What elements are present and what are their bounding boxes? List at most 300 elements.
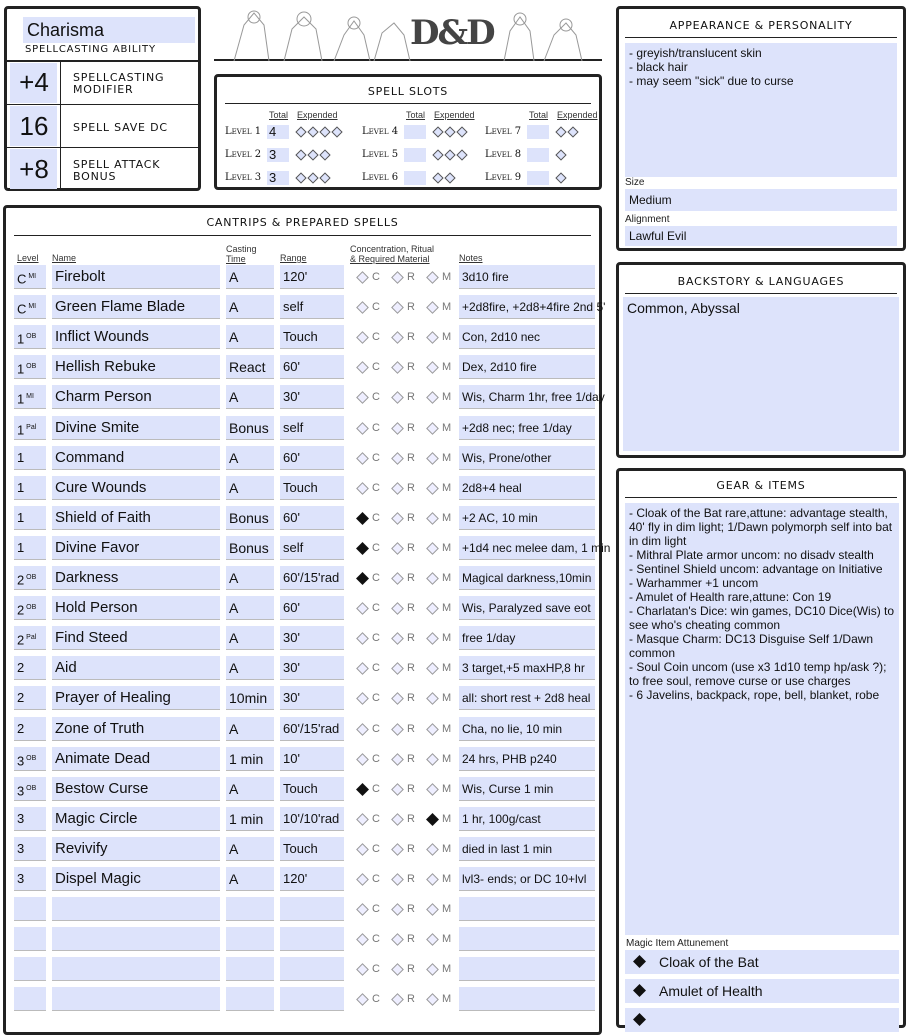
ritual-label: R (407, 482, 415, 494)
material-label: M (442, 542, 452, 554)
spell-level-field[interactable]: 1 $^{OB}$ (14, 355, 46, 379)
spell-range-field[interactable]: 30' (280, 385, 344, 409)
spell-casting-time-field[interactable]: A (226, 446, 274, 470)
spell-range-field[interactable]: self (280, 416, 344, 440)
gear-item: - 6 Javelins, backpack, rope, bell, blanket, robe (629, 688, 880, 702)
spell-casting-time-field[interactable]: A (226, 777, 274, 801)
spellcasting-modifier-value[interactable]: +4 (19, 67, 49, 97)
spell-level-field[interactable]: 2 (14, 686, 46, 710)
spell-name-field[interactable]: Dispel Magic (52, 867, 220, 891)
spell-notes-field[interactable]: Wis, Curse 1 min (459, 777, 595, 801)
col-crm-header: Concentration, Ritual & Required Material (350, 244, 435, 264)
concentration-checkbox[interactable] (356, 542, 369, 555)
attunement-diamond-icon (633, 984, 646, 997)
spell-range-field[interactable]: 60' (280, 596, 344, 620)
spell-casting-time-field[interactable]: Bonus (226, 536, 274, 560)
ritual-label: R (407, 723, 415, 735)
ritual-checkbox[interactable] (391, 963, 404, 976)
spell-name-field[interactable]: Prayer of Healing (52, 686, 220, 710)
spell-level-field[interactable]: 1 (14, 506, 46, 530)
spell-notes-field[interactable] (459, 927, 595, 951)
spell-range-field[interactable]: 60' (280, 446, 344, 470)
spells-panel (3, 205, 611, 1035)
ability-label: SPELLCASTING ABILITY (25, 44, 156, 55)
spell-level-field[interactable]: 2 $^{OB}$ (14, 566, 46, 590)
slot-expended-checkbox[interactable] (456, 126, 467, 137)
spell-level-field[interactable]: C $^{MI}$ (14, 265, 46, 289)
material-checkbox[interactable] (426, 602, 439, 615)
slot-expended-checkbox[interactable] (319, 126, 330, 137)
ability-field[interactable]: Charisma (23, 17, 195, 43)
material-checkbox[interactable] (426, 993, 439, 1006)
spell-range-field[interactable] (280, 957, 344, 981)
spell-source-tag: MI (24, 393, 34, 400)
spell-level-field[interactable]: 1 (14, 476, 46, 500)
gear-item: - Masque Charm: DC13 Disguise Self 1/Dawn common (629, 632, 874, 660)
material-checkbox[interactable] (426, 422, 439, 435)
spell-casting-time-field[interactable] (226, 987, 274, 1011)
material-label: M (442, 482, 452, 494)
concentration-checkbox[interactable] (356, 602, 369, 615)
material-checkbox[interactable] (426, 783, 439, 796)
concentration-label: C (372, 993, 380, 1005)
ritual-checkbox[interactable] (391, 813, 404, 826)
spell-source-tag: OB (24, 755, 37, 762)
spell-notes-field[interactable]: +2 AC, 10 min (459, 506, 595, 530)
slot-level-label: Level 1 (225, 126, 262, 137)
backstory-text[interactable]: Common, Abyssal (623, 297, 899, 451)
spell-notes-field[interactable] (459, 957, 595, 981)
slot-total-field[interactable] (527, 125, 549, 139)
spell-name-field[interactable]: Zone of Truth (52, 717, 220, 741)
spell-range-field[interactable]: 30' (280, 686, 344, 710)
material-checkbox[interactable] (426, 873, 439, 886)
attunement-slot[interactable] (625, 1008, 899, 1032)
slot-expended-checkbox[interactable] (295, 172, 306, 183)
ritual-checkbox[interactable] (391, 873, 404, 886)
concentration-checkbox[interactable] (356, 903, 369, 916)
slot-expended-checkbox[interactable] (444, 149, 455, 160)
ritual-label: R (407, 662, 415, 674)
spell-range-field[interactable]: Touch (280, 476, 344, 500)
slot-total-field[interactable] (404, 125, 426, 139)
concentration-label: C (372, 422, 380, 434)
slot-level-label: Level 5 (362, 149, 399, 160)
spell-range-field[interactable]: 60'/15'rad (280, 717, 344, 741)
spell-notes-field[interactable]: Wis, Prone/other (459, 446, 595, 470)
spell-attack-label: SPELL ATTACK BONUS (73, 158, 161, 183)
spell-casting-time-field[interactable]: A (226, 566, 274, 590)
spell-casting-time-field[interactable] (226, 897, 274, 921)
spell-notes-field[interactable] (459, 897, 595, 921)
spell-notes-field[interactable]: all: short rest + 2d8 heal (459, 686, 595, 710)
slot-expended-checkbox[interactable] (319, 172, 330, 183)
material-checkbox[interactable] (426, 662, 439, 675)
slot-total-field[interactable] (404, 171, 426, 185)
slot-expended-checkbox[interactable] (456, 149, 467, 160)
spell-casting-time-field[interactable]: React (226, 355, 274, 379)
slot-expended-checkbox[interactable] (319, 149, 330, 160)
spell-name-field[interactable] (52, 957, 220, 981)
slot-expended-checkbox[interactable] (295, 126, 306, 137)
spell-range-field[interactable]: self (280, 295, 344, 319)
ritual-checkbox[interactable] (391, 572, 404, 585)
slot-expended-checkbox[interactable] (555, 149, 566, 160)
spell-casting-time-field[interactable]: A (226, 596, 274, 620)
spell-casting-time-field[interactable]: A (226, 626, 274, 650)
ritual-checkbox[interactable] (391, 692, 404, 705)
spell-casting-time-field[interactable]: Bonus (226, 416, 274, 440)
slot-total-field[interactable] (527, 171, 549, 185)
ritual-label: R (407, 903, 415, 915)
spell-casting-time-field[interactable]: 1 min (226, 807, 274, 831)
spell-notes-field[interactable]: lvl3- ends; or DC 10+lvl (459, 867, 595, 891)
concentration-label: C (372, 632, 380, 644)
spell-name-field[interactable]: Divine Smite (52, 416, 220, 440)
spell-range-field[interactable]: 120' (280, 867, 344, 891)
attunement-item-name: Cloak of the Bat (659, 954, 759, 970)
spell-range-field[interactable] (280, 927, 344, 951)
spell-casting-time-field[interactable] (226, 927, 274, 951)
spell-name-field[interactable]: Hellish Rebuke (52, 355, 220, 379)
spell-level-field[interactable]: 3 (14, 807, 46, 831)
spell-notes-field[interactable]: Magical darkness,10min (459, 566, 595, 590)
ritual-label: R (407, 602, 415, 614)
material-checkbox[interactable] (426, 512, 439, 525)
gear-list[interactable] (625, 503, 899, 935)
spell-casting-time-field[interactable]: A (226, 717, 274, 741)
ritual-checkbox[interactable] (391, 903, 404, 916)
material-checkbox[interactable] (426, 572, 439, 585)
spell-name-field[interactable]: Magic Circle (52, 807, 220, 831)
spell-notes-field[interactable]: Dex, 2d10 fire (459, 355, 595, 379)
slot-expended-checkbox[interactable] (555, 126, 566, 137)
ritual-label: R (407, 542, 415, 554)
concentration-checkbox[interactable] (356, 723, 369, 736)
spell-name-field[interactable]: Divine Favor (52, 536, 220, 560)
alignment-field[interactable]: Lawful Evil (625, 226, 897, 246)
concentration-checkbox[interactable] (356, 422, 369, 435)
spell-notes-field[interactable]: died in last 1 min (459, 837, 595, 861)
spell-name-field[interactable]: Green Flame Blade (52, 295, 220, 319)
ritual-checkbox[interactable] (391, 331, 404, 344)
slot-expended-checkbox[interactable] (555, 172, 566, 183)
material-label: M (442, 512, 452, 524)
spell-range-field[interactable] (280, 897, 344, 921)
material-checkbox[interactable] (426, 843, 439, 856)
spell-level-field[interactable]: C $^{MI}$ (14, 295, 46, 319)
appearance-title: APPEARANCE & PERSONALITY (669, 19, 853, 32)
concentration-checkbox[interactable] (356, 963, 369, 976)
size-field[interactable]: Medium (625, 189, 897, 211)
ritual-checkbox[interactable] (391, 843, 404, 856)
appearance-text[interactable]: - greyish/translucent skin - black hair - may seem "sick" due to curse (625, 43, 897, 177)
spell-range-field[interactable]: 30' (280, 656, 344, 680)
ritual-checkbox[interactable] (391, 482, 404, 495)
ritual-checkbox[interactable] (391, 602, 404, 615)
ritual-checkbox[interactable] (391, 933, 404, 946)
slot-total-field[interactable]: 3 (267, 171, 289, 185)
concentration-checkbox[interactable] (356, 662, 369, 675)
spell-attack-value[interactable]: +8 (19, 154, 49, 184)
material-checkbox[interactable] (426, 692, 439, 705)
concentration-checkbox[interactable] (356, 572, 369, 585)
material-checkbox[interactable] (426, 753, 439, 766)
concentration-label: C (372, 301, 380, 313)
spell-range-field[interactable]: 60' (280, 506, 344, 530)
material-checkbox[interactable] (426, 632, 439, 645)
spell-name-field[interactable]: Bestow Curse (52, 777, 220, 801)
spell-notes-field[interactable]: +2d8 nec; free 1/day (459, 416, 595, 440)
spell-name-field[interactable]: Inflict Wounds (52, 325, 220, 349)
slot-total-field[interactable] (527, 148, 549, 162)
spell-name-field[interactable]: Hold Person (52, 596, 220, 620)
material-label: M (442, 602, 452, 614)
spell-save-dc-label: SPELL SAVE DC (73, 121, 168, 134)
ritual-checkbox[interactable] (391, 452, 404, 465)
spell-casting-time-field[interactable]: A (226, 656, 274, 680)
ritual-checkbox[interactable] (391, 632, 404, 645)
spell-range-field[interactable]: 10'/10'rad (280, 807, 344, 831)
material-checkbox[interactable] (426, 361, 439, 374)
attunement-slot[interactable] (625, 950, 899, 974)
ritual-label: R (407, 331, 415, 343)
spell-notes-field[interactable]: Wis, Paralyzed save eot (459, 596, 595, 620)
spell-name-field[interactable]: Command (52, 446, 220, 470)
concentration-label: C (372, 271, 380, 283)
spell-casting-time-field[interactable]: A (226, 837, 274, 861)
material-checkbox[interactable] (426, 542, 439, 555)
spell-level-field[interactable]: 1 (14, 446, 46, 470)
gear-item: - Charlatan's Dice: win games, DC10 Dice(Wis) to see who's cheating common (629, 604, 895, 632)
slot-expended-checkbox[interactable] (567, 126, 578, 137)
spell-notes-field[interactable]: free 1/day (459, 626, 595, 650)
spell-notes-field[interactable]: Wis, Charm 1hr, free 1/day (459, 385, 595, 409)
ritual-checkbox[interactable] (391, 301, 404, 314)
spell-level-field[interactable] (14, 987, 46, 1011)
spell-casting-time-field[interactable]: A (226, 265, 274, 289)
ritual-checkbox[interactable] (391, 753, 404, 766)
concentration-checkbox[interactable] (356, 753, 369, 766)
ritual-checkbox[interactable] (391, 271, 404, 284)
ritual-checkbox[interactable] (391, 512, 404, 525)
slot-expended-checkbox[interactable] (432, 126, 443, 137)
spell-name-field[interactable]: Firebolt (52, 265, 220, 289)
spell-notes-field[interactable]: 24 hrs, PHB p240 (459, 747, 595, 771)
concentration-label: C (372, 813, 380, 825)
concentration-checkbox[interactable] (356, 873, 369, 886)
spell-range-field[interactable]: self (280, 536, 344, 560)
spell-name-field[interactable]: Charm Person (52, 385, 220, 409)
spell-level-field[interactable]: 3 $^{OB}$ (14, 777, 46, 801)
spell-casting-time-field[interactable]: A (226, 325, 274, 349)
concentration-checkbox[interactable] (356, 783, 369, 796)
spell-name-field[interactable] (52, 927, 220, 951)
material-label: M (442, 662, 452, 674)
spell-level-field[interactable]: 1 $^{OB}$ (14, 325, 46, 349)
material-label: M (442, 422, 452, 434)
ritual-checkbox[interactable] (391, 723, 404, 736)
spell-name-field[interactable] (52, 897, 220, 921)
spell-casting-time-field[interactable]: A (226, 385, 274, 409)
spell-notes-field[interactable]: +2d8fire, +2d8+4fire 2nd 5' (459, 295, 595, 319)
spell-name-field[interactable]: Revivify (52, 837, 220, 861)
gear-panel (616, 468, 906, 1028)
spell-casting-time-field[interactable]: 1 min (226, 747, 274, 771)
material-label: M (442, 391, 452, 403)
ritual-checkbox[interactable] (391, 542, 404, 555)
slot-total-field[interactable] (404, 148, 426, 162)
spell-notes-field[interactable]: 1 hr, 100g/cast (459, 807, 595, 831)
material-checkbox[interactable] (426, 271, 439, 284)
spell-level-field[interactable]: 2 (14, 717, 46, 741)
spell-range-field[interactable]: Touch (280, 777, 344, 801)
material-label: M (442, 632, 452, 644)
slot-total-field[interactable]: 3 (267, 148, 289, 162)
concentration-checkbox[interactable] (356, 512, 369, 525)
concentration-checkbox[interactable] (356, 301, 369, 314)
spell-name-field[interactable]: Aid (52, 656, 220, 680)
spell-level-field[interactable] (14, 957, 46, 981)
slot-expended-checkbox[interactable] (295, 149, 306, 160)
slot-total-field[interactable]: 4 (267, 125, 289, 139)
spell-level-field[interactable]: 2 (14, 656, 46, 680)
material-checkbox[interactable] (426, 391, 439, 404)
material-checkbox[interactable] (426, 813, 439, 826)
spell-notes-field[interactable]: 3 target,+5 maxHP,8 hr (459, 656, 595, 680)
dnd-logo: D&D (410, 13, 494, 53)
concentration-checkbox[interactable] (356, 331, 369, 344)
spell-range-field[interactable]: Touch (280, 325, 344, 349)
spell-level-field[interactable]: 1 $^{MI}$ (14, 385, 46, 409)
slot-expended-checkbox[interactable] (432, 172, 443, 183)
material-label: M (442, 783, 452, 795)
ritual-label: R (407, 512, 415, 524)
slot-expended-checkbox[interactable] (444, 172, 455, 183)
spell-level-field[interactable]: 3 (14, 837, 46, 861)
spell-casting-time-field[interactable]: A (226, 476, 274, 500)
spell-level-field[interactable]: 3 $^{OB}$ (14, 747, 46, 771)
slots-expended-header: Expended (297, 110, 338, 120)
concentration-checkbox[interactable] (356, 361, 369, 374)
spell-level-field[interactable] (14, 897, 46, 921)
ritual-checkbox[interactable] (391, 361, 404, 374)
concentration-label: C (372, 391, 380, 403)
spell-notes-field[interactable]: +1d4 nec melee dam, 1 min (459, 536, 595, 560)
spell-level-field[interactable]: 2 $^{OB}$ (14, 596, 46, 620)
concentration-label: C (372, 783, 380, 795)
spell-name-field[interactable] (52, 987, 220, 1011)
concentration-checkbox[interactable] (356, 813, 369, 826)
attunement-slot[interactable] (625, 979, 899, 1003)
concentration-label: C (372, 692, 380, 704)
ritual-label: R (407, 783, 415, 795)
spell-level-field[interactable]: 3 (14, 867, 46, 891)
spell-name-field[interactable]: Darkness (52, 566, 220, 590)
ritual-checkbox[interactable] (391, 422, 404, 435)
ritual-checkbox[interactable] (391, 993, 404, 1006)
material-label: M (442, 723, 452, 735)
ritual-label: R (407, 632, 415, 644)
spell-level-field[interactable] (14, 927, 46, 951)
spell-name-field[interactable]: Find Steed (52, 626, 220, 650)
spell-range-field[interactable]: 10' (280, 747, 344, 771)
material-checkbox[interactable] (426, 331, 439, 344)
concentration-checkbox[interactable] (356, 482, 369, 495)
spell-notes-field[interactable]: 2d8+4 heal (459, 476, 595, 500)
ritual-checkbox[interactable] (391, 391, 404, 404)
material-label: M (442, 843, 452, 855)
spell-source-tag: Pal (24, 634, 37, 641)
spell-source-tag: Pal (24, 424, 37, 431)
concentration-checkbox[interactable] (356, 632, 369, 645)
concentration-checkbox[interactable] (356, 271, 369, 284)
slot-expended-checkbox[interactable] (331, 126, 342, 137)
material-label: M (442, 692, 452, 704)
ritual-label: R (407, 813, 415, 825)
material-checkbox[interactable] (426, 301, 439, 314)
spell-notes-field[interactable]: 3d10 fire (459, 265, 595, 289)
concentration-checkbox[interactable] (356, 843, 369, 856)
slot-expended-checkbox[interactable] (444, 126, 455, 137)
ritual-checkbox[interactable] (391, 662, 404, 675)
spell-level-field[interactable]: 2 $^{Pal}$ (14, 626, 46, 650)
concentration-checkbox[interactable] (356, 391, 369, 404)
spell-range-field[interactable]: Touch (280, 837, 344, 861)
material-checkbox[interactable] (426, 963, 439, 976)
spell-notes-field[interactable] (459, 987, 595, 1011)
concentration-label: C (372, 753, 380, 765)
spell-notes-field[interactable]: Con, 2d10 nec (459, 325, 595, 349)
spell-level-field[interactable]: 1 (14, 536, 46, 560)
spell-range-field[interactable]: 120' (280, 265, 344, 289)
slot-level-label: Level 8 (485, 149, 522, 160)
spell-name-field[interactable]: Animate Dead (52, 747, 220, 771)
material-checkbox[interactable] (426, 903, 439, 916)
spell-notes-field[interactable]: Cha, no lie, 10 min (459, 717, 595, 741)
concentration-checkbox[interactable] (356, 692, 369, 705)
material-checkbox[interactable] (426, 482, 439, 495)
material-checkbox[interactable] (426, 723, 439, 736)
spell-range-field[interactable]: 30' (280, 626, 344, 650)
slot-expended-checkbox[interactable] (307, 172, 318, 183)
gear-item: - Cloak of the Bat rare,attune: advantage stealth, 40' fly in dim light; 1/Dawn polymorph self into bat in dim light (629, 506, 893, 548)
slot-expended-checkbox[interactable] (307, 149, 318, 160)
spell-casting-time-field[interactable]: A (226, 295, 274, 319)
backstory-title: BACKSTORY & LANGUAGES (677, 275, 845, 288)
spell-name-field[interactable]: Cure Wounds (52, 476, 220, 500)
slot-expended-checkbox[interactable] (432, 149, 443, 160)
spell-range-field[interactable]: 60' (280, 355, 344, 379)
slot-expended-checkbox[interactable] (307, 126, 318, 137)
spell-casting-time-field[interactable] (226, 957, 274, 981)
spell-range-field[interactable]: 60'/15'rad (280, 566, 344, 590)
spell-name-field[interactable]: Shield of Faith (52, 506, 220, 530)
spell-level-field[interactable]: 1 $^{Pal}$ (14, 416, 46, 440)
concentration-checkbox[interactable] (356, 452, 369, 465)
spell-casting-time-field[interactable]: A (226, 867, 274, 891)
concentration-checkbox[interactable] (356, 933, 369, 946)
material-checkbox[interactable] (426, 452, 439, 465)
spell-range-field[interactable] (280, 987, 344, 1011)
material-label: M (442, 993, 452, 1005)
material-checkbox[interactable] (426, 933, 439, 946)
concentration-checkbox[interactable] (356, 993, 369, 1006)
spell-casting-time-field[interactable]: 10min (226, 686, 274, 710)
spell-casting-time-field[interactable]: Bonus (226, 506, 274, 530)
ritual-checkbox[interactable] (391, 783, 404, 796)
spell-save-dc-value[interactable]: 16 (19, 111, 49, 141)
